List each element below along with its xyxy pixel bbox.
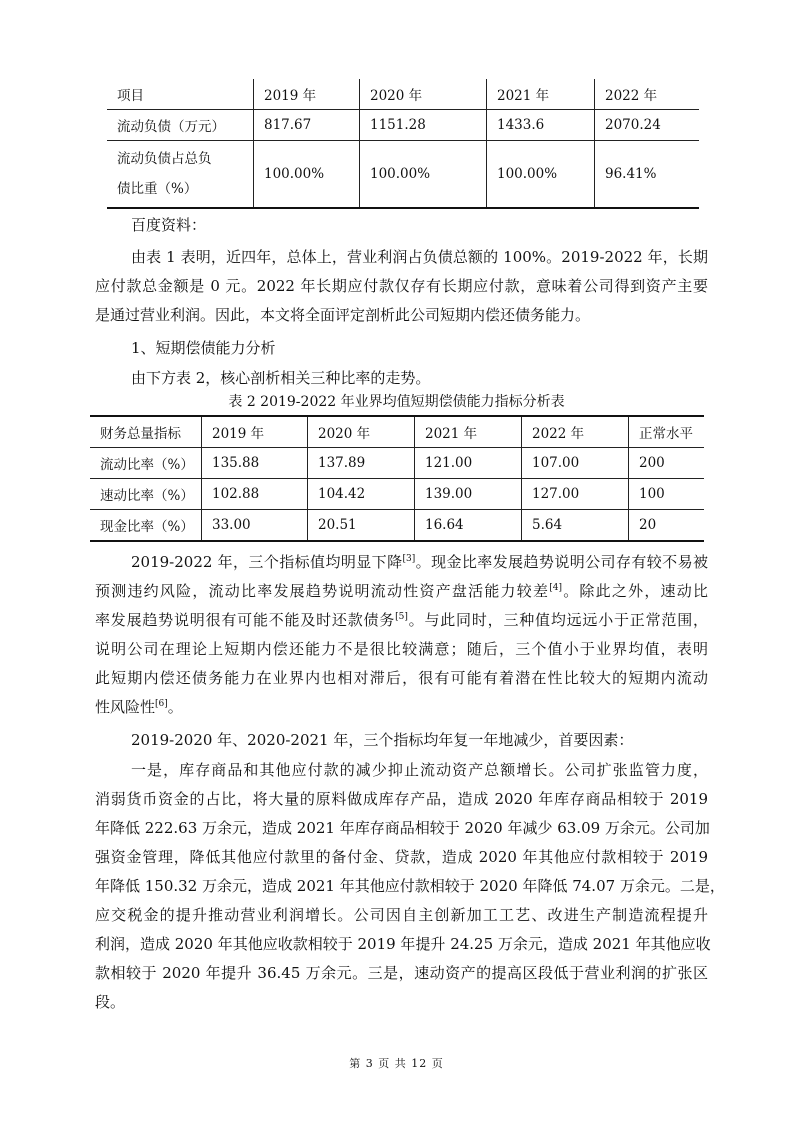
table-header-cell: 2020 年 [360,79,487,110]
paragraph-line: 由表 1 表明，近四年，总体上，营业利润占负债总额的 100%。2019-2022 年，长期 [131,248,708,266]
table-header-row [107,79,699,110]
table-cell: 33.00 [202,510,308,542]
table-header-cell: 2019 年 [202,416,308,448]
table-cell: 20 [629,510,705,542]
text-run: 2019-2022 年，三个指标值均明显下降 [131,553,403,571]
source-note: 百度资料： [131,216,207,234]
paragraph-line [95,696,183,718]
table-row [107,141,699,209]
table-row [90,510,704,542]
liabilities-table [107,79,699,209]
row-label-line: 债比重（%） [117,181,198,197]
paragraph-line: 应付款总金额是 0 元。2022 年长期应付款仅存有长期应付款，意味着公司得到资产主要 [95,277,708,295]
table-cell: 137.89 [308,448,415,479]
solvency-ratio-table [90,415,704,542]
table-row [90,479,704,510]
paragraph-line: 由下方表 2，核心剖析相关三种比率的走势。 [131,369,431,387]
table-cell: 107.00 [522,448,629,479]
table-cell: 200 [629,448,705,479]
table-cell: 127.00 [522,479,629,510]
table-row [107,110,699,141]
citation-ref: [3] [402,554,416,564]
paragraph-line [95,609,708,631]
table-cell: 100.00% [487,141,595,209]
table-cell: 121.00 [415,448,522,479]
table-header-cell: 正常水平 [629,416,705,448]
table-header-cell: 项目 [117,88,144,104]
table-cell: 2070.24 [595,110,700,141]
table-cell: 20.51 [308,510,415,542]
table-header-cell: 2021 年 [487,79,595,110]
paragraph-line: 应交税金的提升推动营业利润增长。公司因自主创新加工工艺、改进生产制造流程提升 [95,906,708,924]
text-run: 。除此之外，速动比 [561,582,708,600]
table-header-cell: 财务总量指标 [100,426,181,442]
row-label: 速动比率（%） [100,488,194,504]
citation-ref: [6] [155,699,168,709]
table-header-cell: 2019 年 [254,79,360,110]
section-heading: 1、短期偿债能力分析 [131,339,276,357]
table-cell: 100 [629,479,705,510]
paragraph-line: 年降低 150.32 万余元，造成 2021 年其他应付款相较于 2020 年降低 74.07 万余元。二是， [95,877,725,895]
table-header-cell: 2021 年 [415,416,522,448]
paragraph-line: 一是，库存商品和其他应付款的减少抑止流动资产总额增长。公司扩张监管力度， [131,761,708,779]
paragraph-line: 说明公司在理论上短期内偿还能力不是很比较满意；随后，三个值小于业界均值，表明 [95,640,708,658]
paragraph-line: 2019-2020 年、2020-2021 年，三个指标均年复一年地减少，首要因素： [131,731,634,749]
row-label: 现金比率（%） [100,519,194,535]
table-cell: 100.00% [360,141,487,209]
text-run: 。 [167,698,183,716]
table-cell: 5.64 [522,510,629,542]
table-cell: 102.88 [202,479,308,510]
citation-ref: [5] [395,612,408,622]
paragraph-line: 此短期内偿还债务能力在业界内也相对滞后，很有可能有着潜在性比较大的短期内流动 [95,669,708,687]
citation-ref: [4] [549,583,562,593]
text-run: 。现金比率发展趋势说明公司存有较不易被 [415,553,708,571]
table-header-cell: 2022 年 [522,416,629,448]
text-run: 。与此同时，三种值均远远小于正常范围， [407,611,708,629]
page-number: 第 3 页 共 12 页 [349,1057,444,1070]
paragraph-line: 年降低 222.63 万余元，造成 2021 年库存商品相较于 2020 年减少 63.09 万余元。公司加 [95,819,710,837]
paragraph-line [131,551,708,573]
text-run: 预测违约风险，流动比率发展趋势说明流动性资产盘活能力较差 [95,582,550,600]
table-cell: 96.41% [595,141,700,209]
paragraph-line: 消弱货币资金的占比，将大量的原料做成库存产品，造成 2020 年库存商品相较于 2019 [95,790,708,808]
paragraph-line: 是通过营业利润。因此，本文将全面评定剖析此公司短期内偿还债务能力。 [95,306,591,324]
paragraph-line: 利润，造成 2020 年其他应收款相较于 2019 年提升 24.25 万余元，造成 2021 年其他应收 [95,935,711,953]
table-cell: 1433.6 [487,110,595,141]
paragraph-line: 段。 [95,993,126,1011]
row-label: 流动比率（%） [100,457,194,473]
table-cell: 817.67 [254,110,360,141]
paragraph-line: 强资金管理，降低其他应付款里的备付金、贷款，造成 2020 年其他应付款相较于 2019 [95,848,708,866]
row-label: 流动负债（万元） [117,119,225,135]
table-cell: 139.00 [415,479,522,510]
text-run: 率发展趋势说明很有可能不能及时还款债务 [95,611,396,629]
table-cell: 1151.28 [360,110,487,141]
table-header-row [90,416,704,448]
paragraph-line [95,580,708,602]
table-header-cell: 2020 年 [308,416,415,448]
table-cell: 104.42 [308,479,415,510]
table-cell: 135.88 [202,448,308,479]
row-label-line: 流动负债占总负 [117,151,212,167]
table-header-cell: 2022 年 [595,79,700,110]
row-label [107,141,254,209]
paragraph-line: 款相较于 2020 年提升 36.45 万余元。三是，速动资产的提高区段低于营业利润的扩张区 [95,964,708,982]
table-cell: 100.00% [254,141,360,209]
table-row [90,448,704,479]
table-caption: 表 2 2019-2022 年业界均值短期偿债能力指标分析表 [228,394,565,410]
table-cell: 16.64 [415,510,522,542]
text-run: 性风险性 [95,698,156,716]
